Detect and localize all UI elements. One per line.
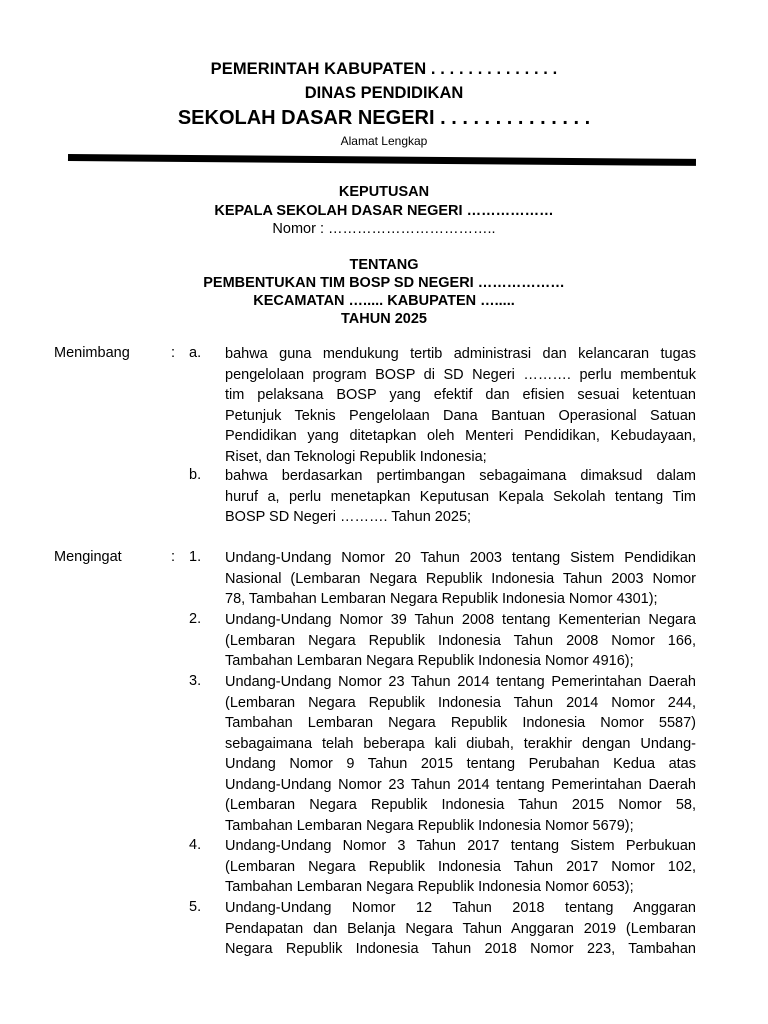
decree-number: Nomor : …………………………….. <box>272 221 496 237</box>
section-label-menimbang: Menimbang <box>54 345 130 361</box>
list-item-mark: b. <box>189 467 202 483</box>
list-item-text <box>225 672 696 836</box>
letterhead-government: PEMERINTAH KABUPATEN . . . . . . . . . . . . . . <box>210 60 558 78</box>
decree-subject-line1: PEMBENTUKAN TIM BOSP SD NEGERI ……………… <box>203 275 565 291</box>
text-line: Riset, dan Teknologi Republik Indonesia; <box>225 448 487 465</box>
text-line: sebagaimana telah beberapa kali diubah, terakhir dengan Undang- <box>225 735 696 752</box>
text-line: Pendidikan yang ditetapkan oleh Menteri Pendidikan, Kebudayaan, <box>225 428 696 444</box>
text-line: Petunjuk Teknis Pengelolaan Dana Bantuan Operasional Satuan <box>225 407 696 424</box>
list-item-mark: a. <box>189 345 202 361</box>
decree-subject-line2: KECAMATAN …..... KABUPATEN …..... <box>253 293 515 309</box>
list-item-text <box>225 898 696 960</box>
text-line: (Lembaran Negara Republik Indonesia Tahun 2017 Nomor 102, <box>225 858 696 875</box>
text-line: Negara Republik Indonesia Tahun 2018 Nomor 223, Tambahan <box>225 941 696 957</box>
text-line: (Lembaran Negara Republik Indonesia Tahun 2014 Nomor 244, <box>225 694 696 711</box>
list-item-text <box>225 836 696 898</box>
list-item-text <box>225 344 696 467</box>
section-colon-menimbang: : <box>171 345 176 361</box>
list-item-mark: 1. <box>189 549 202 565</box>
text-line: (Lembaran Negara Republik Indonesia Tahun 2008 Nomor 166, <box>225 632 696 649</box>
list-item-mark: 2. <box>189 611 202 627</box>
text-line: Undang-Undang Nomor 20 Tahun 2003 tentang Sistem Pendidikan <box>225 550 696 566</box>
decree-subject-line3: TAHUN 2025 <box>341 311 427 327</box>
text-line: Tambahan Lembaran Negara Republik Indonesia Nomor 5679); <box>225 817 634 834</box>
text-line: Undang-Undang Nomor 39 Tahun 2008 tentang Kementerian Negara <box>225 612 696 628</box>
text-line: Undang-Undang Nomor 23 Tahun 2014 tentang Pemerintahan Daerah <box>225 776 696 793</box>
list-item-text <box>225 548 696 610</box>
text-line: Nasional (Lembaran Negara Republik Indonesia Tahun 2003 Nomor <box>225 570 696 587</box>
list-item-mark: 5. <box>189 899 202 915</box>
text-line: Undang-Undang Nomor 23 Tahun 2014 tentang Pemerintahan Daerah <box>225 674 696 690</box>
text-line: Tambahan Lembaran Negara Republik Indonesia Nomor 4916); <box>225 653 634 669</box>
list-item-mark: 4. <box>189 837 202 853</box>
text-line: Pendapatan dan Belanja Negara Tahun Anggaran 2019 (Lembaran <box>225 920 696 937</box>
text-line: Undang-Undang Nomor 12 Tahun 2018 tentang Anggaran <box>225 900 696 916</box>
letterhead-rule <box>68 154 696 166</box>
letterhead-address: Alamat Lengkap <box>340 134 428 148</box>
letterhead-school-name: SEKOLAH DASAR NEGERI <box>177 107 435 129</box>
text-line: Tambahan Lembaran Negara Republik Indonesia Nomor 5587) <box>225 715 696 731</box>
list-item-mark: 3. <box>189 673 202 689</box>
letterhead-school-fill: . . . . . . . . . . . . . . <box>434 107 591 129</box>
text-line: bahwa berdasarkan pertimbangan sebagaimana dimaksud dalam <box>225 468 696 484</box>
decree-issuer: KEPALA SEKOLAH DASAR NEGERI ……………… <box>214 203 554 219</box>
text-line: Undang Nomor 9 Tahun 2015 tentang Perubahan Kedua atas <box>225 756 696 772</box>
decree-about: TENTANG <box>349 257 419 273</box>
section-colon-mengingat: : <box>171 549 176 565</box>
text-line: BOSP SD Negeri ………. Tahun 2025; <box>225 509 472 525</box>
list-item-text <box>225 466 696 528</box>
text-line: 78, Tambahan Lembaran Negara Republik Indonesia Nomor 4301); <box>225 591 658 607</box>
text-line: (Lembaran Negara Republik Indonesia Tahun 2015 Nomor 58, <box>225 797 696 813</box>
decree-heading: KEPUTUSAN <box>338 184 430 200</box>
letterhead-agency: DINAS PENDIDIKAN <box>304 84 464 102</box>
section-label-mengingat: Mengingat <box>54 549 122 565</box>
letterhead-school <box>0 107 768 130</box>
list-item-text <box>225 610 696 672</box>
text-line: pengelolaan program BOSP di SD Negeri ………. perlu membentuk <box>225 366 696 383</box>
text-line: Tambahan Lembaran Negara Republik Indonesia Nomor 6053); <box>225 879 634 895</box>
text-line: bahwa guna mendukung tertib administrasi dan kelancaran tugas <box>225 346 696 362</box>
text-line: tim pelaksana BOSP yang efektif dan efisien sesuai ketentuan <box>225 387 696 403</box>
text-line: Undang-Undang Nomor 3 Tahun 2017 tentang Sistem Perbukuan <box>225 838 696 854</box>
text-line: huruf a, perlu menetapkan Keputusan Kepala Sekolah tentang Tim <box>225 488 696 505</box>
